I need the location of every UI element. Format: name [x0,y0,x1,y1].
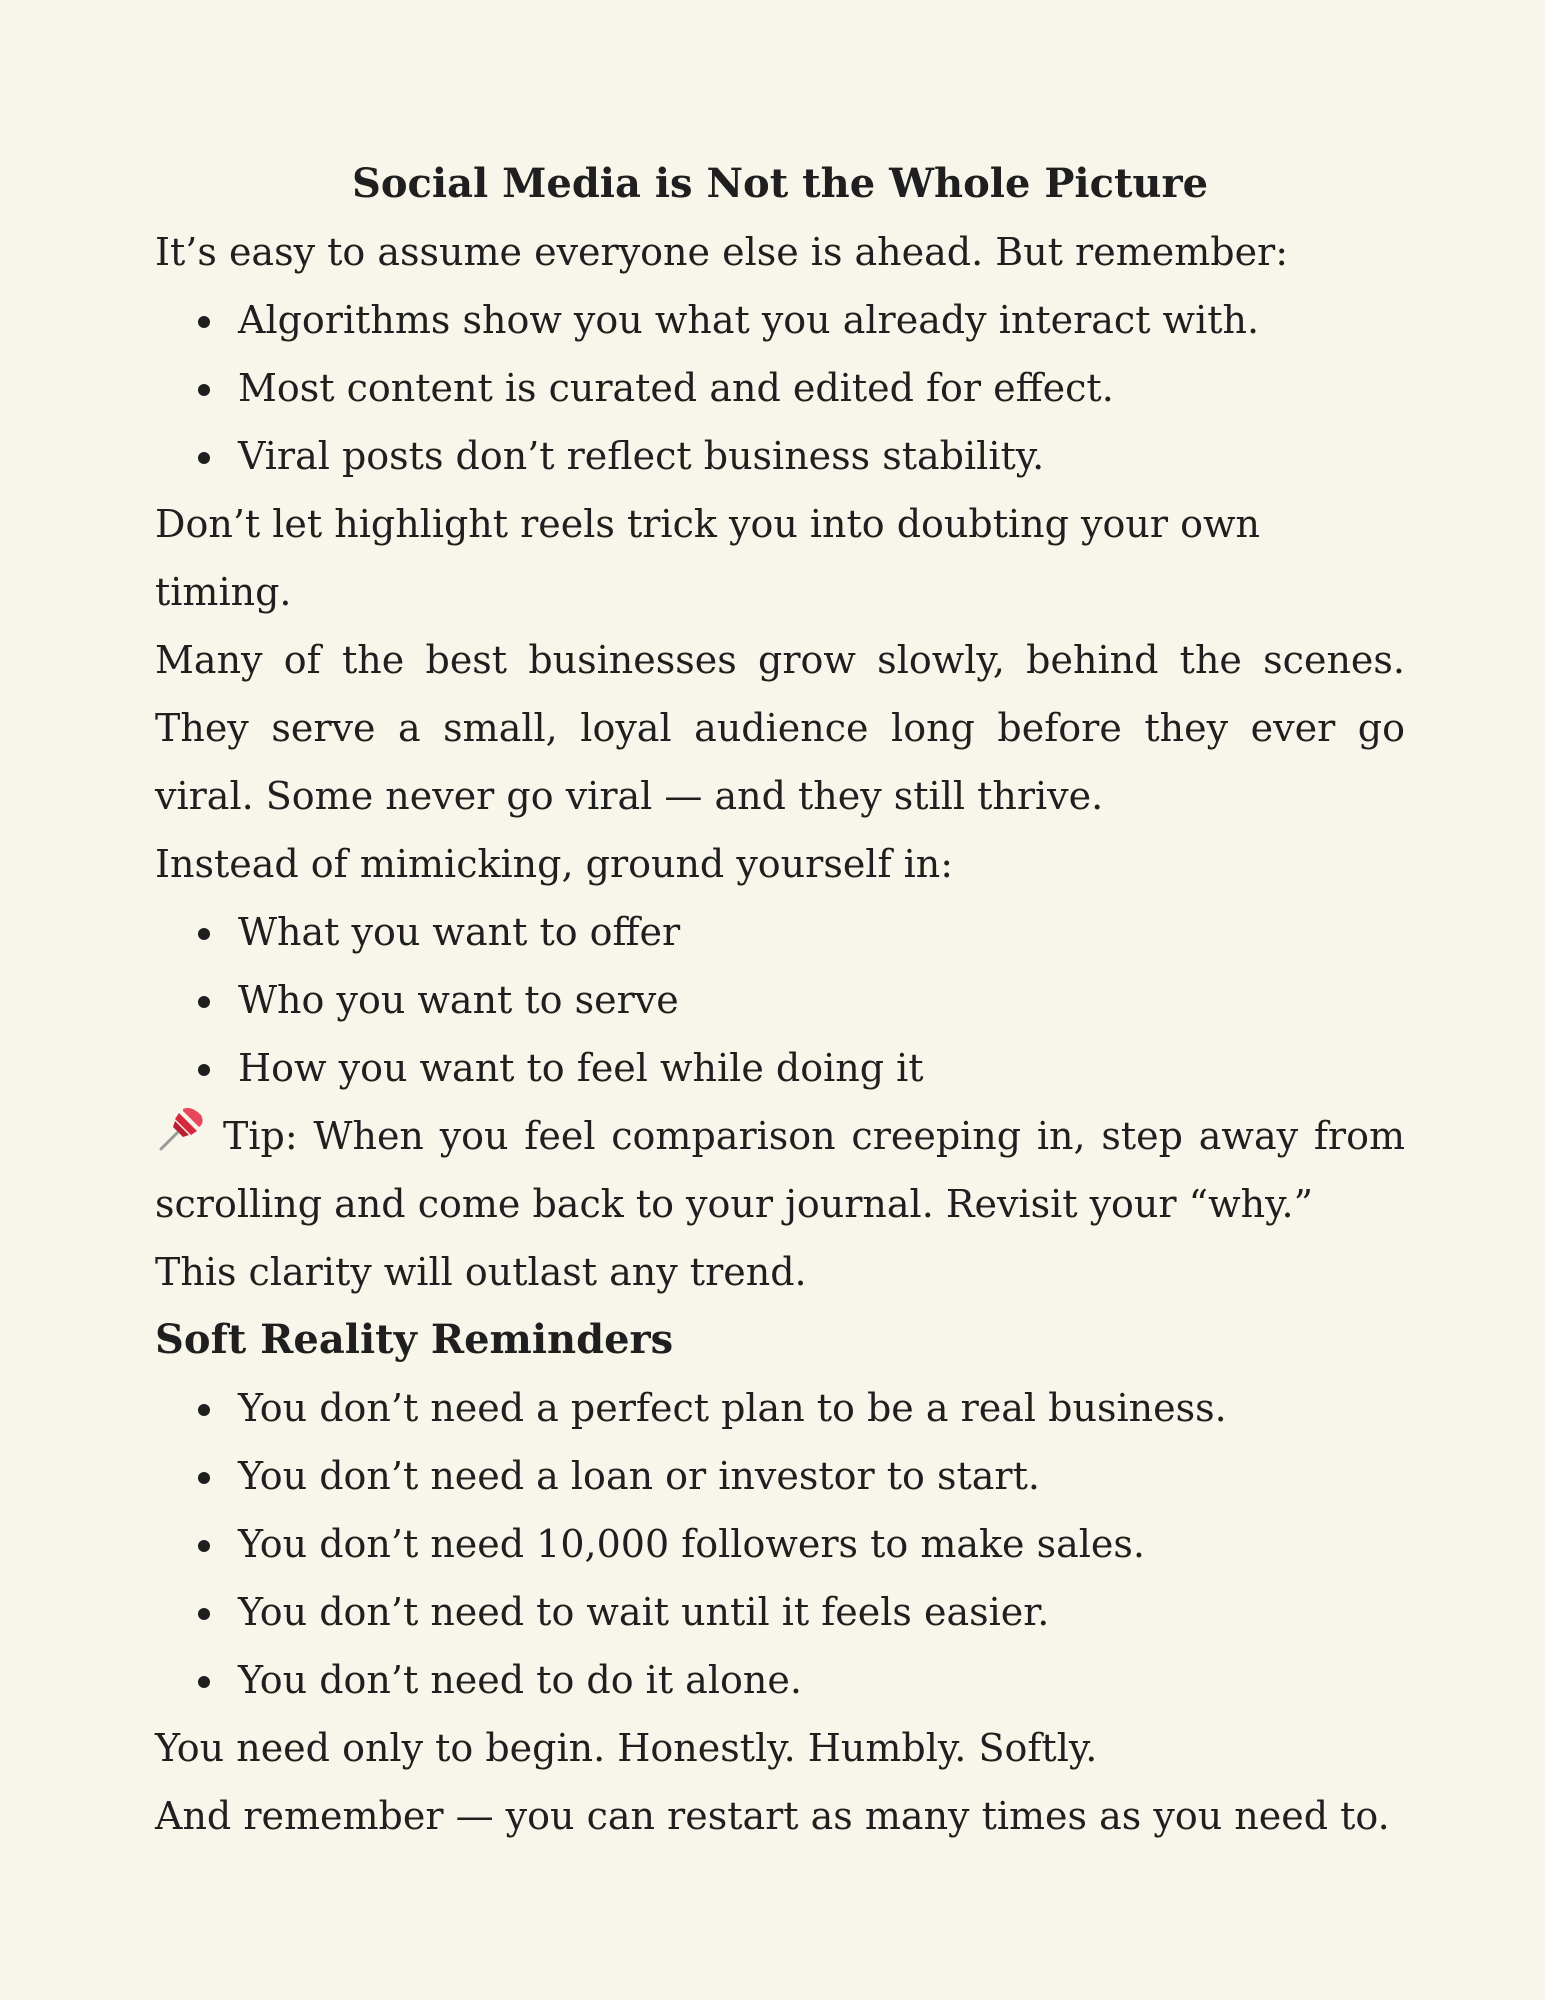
list-item: You don’t need a perfect plan to be a real business. [238,1374,1405,1442]
list-item: How you want to feel while doing it [238,1034,1405,1102]
bullet-icon [198,1540,210,1552]
list-item: Most content is curated and edited for effect. [238,354,1405,422]
bullet-icon [198,996,210,1008]
list-item: Who you want to serve [238,966,1405,1034]
list-item: You don’t need a loan or investor to start. [238,1442,1405,1510]
intro-text: It’s easy to assume everyone else is ahead. But remember: [155,230,1289,274]
section-title: Social Media is Not the Whole Picture [351,160,1209,207]
restart-paragraph: And remember — you can restart as many times as you need to. [155,1794,1390,1838]
social-media-bullets [155,286,1405,490]
pushpin-icon [155,1103,207,1155]
bullet-icon [198,928,210,940]
list-item: You don’t need 10,000 followers to make sales. [238,1510,1405,1578]
list-item: What you want to offer [238,898,1405,966]
bullet-icon [198,1676,210,1688]
list-item: You don’t need to wait until it feels easier. [238,1578,1405,1646]
bullet-icon [198,316,210,328]
ground-yourself-bullets [155,898,1405,1102]
tip-paragraph: Tip: When you feel comparison creeping in, step away from scrolling and come back to your journal. Revisit your “why.” [155,1102,1405,1238]
bullet-icon [198,1472,210,1484]
highlight-reels-paragraph: Don’t let highlight reels trick you into doubting your own timing. [155,502,1260,614]
bullet-icon [198,384,210,396]
bullet-icon [198,1608,210,1620]
bullet-icon [198,1404,210,1416]
bullet-icon [198,452,210,464]
list-item: Viral posts don’t reflect business stability. [238,422,1405,490]
begin-paragraph: You need only to begin. Honestly. Humbly. Softly. [155,1726,1098,1770]
list-item: Algorithms show you what you already interact with. [238,286,1405,354]
closing-text: This clarity will outlast any trend. [155,1250,807,1294]
list-item: You don’t need to do it alone. [238,1646,1405,1714]
bullet-icon [198,1064,210,1076]
reminder-bullets [155,1374,1405,1714]
ground-yourself-intro: Instead of mimicking, ground yourself in: [155,842,954,886]
section-heading: Soft Reality Reminders [155,1316,674,1363]
document-body [155,150,1405,1850]
slow-growth-paragraph: Many of the best businesses grow slowly, behind the scenes. They serve a small, loyal audience long before they ever go viral. Some never go viral — and they still thrive. [155,638,1405,818]
